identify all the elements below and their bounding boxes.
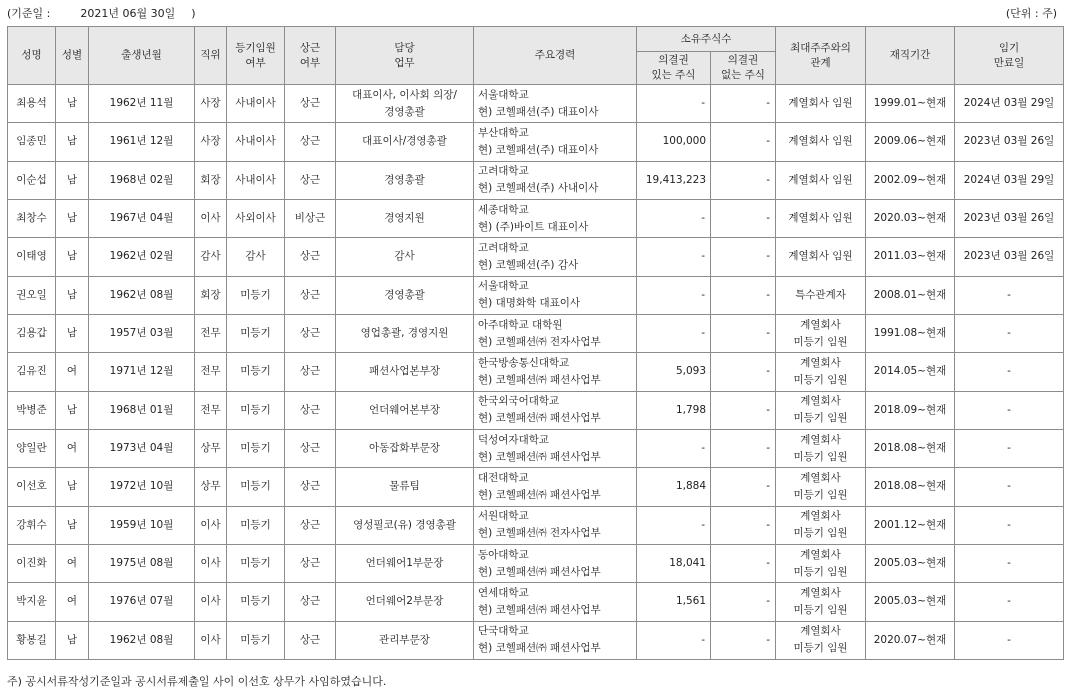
cell-gender: 남 <box>56 123 89 161</box>
cell-voting-shares: 1,798 <box>637 391 711 429</box>
cell-duty: 감사 <box>336 238 474 276</box>
cell-voting-shares: 19,413,223 <box>637 161 711 199</box>
col-header-gender: 성별 <box>56 27 89 85</box>
cell-fulltime: 상근 <box>285 238 336 276</box>
cell-fulltime: 상근 <box>285 123 336 161</box>
cell-tenure: 2005.03~현재 <box>866 544 955 582</box>
cell-gender: 남 <box>56 161 89 199</box>
cell-relation: 계열회사 임원 <box>776 123 866 161</box>
table-row <box>8 123 1064 161</box>
table-row <box>8 353 1064 391</box>
cell-name: 김용갑 <box>8 314 56 352</box>
cell-voting-shares: 1,561 <box>637 583 711 621</box>
footnote: 주) 공시서류작성기준일과 공시서류제출일 사이 이선호 상무가 사임하였습니다. <box>7 675 387 688</box>
cell-voting-shares: - <box>637 199 711 237</box>
col-header-tenure: 재직기간 <box>866 27 955 85</box>
cell-career: 한국외국어대학교 현) 코헬패션㈜ 패션사업부 <box>474 391 637 429</box>
cell-nonvoting-shares: - <box>711 353 776 391</box>
cell-position: 이사 <box>195 583 227 621</box>
cell-fulltime: 상근 <box>285 353 336 391</box>
cell-registered: 미등기 <box>227 468 285 506</box>
cell-nonvoting-shares: - <box>711 621 776 659</box>
table-row <box>8 276 1064 314</box>
cell-term: 2024년 03월 29일 <box>955 161 1064 199</box>
cell-tenure: 2008.01~현재 <box>866 276 955 314</box>
table-row <box>8 621 1064 659</box>
cell-gender: 여 <box>56 544 89 582</box>
cell-registered: 미등기 <box>227 276 285 314</box>
table-caption-line <box>0 2 1069 22</box>
cell-position: 이사 <box>195 621 227 659</box>
cell-fulltime: 상근 <box>285 161 336 199</box>
cell-nonvoting-shares: - <box>711 85 776 123</box>
cell-duty: 언더웨어2부문장 <box>336 583 474 621</box>
cell-birth: 1976년 07월 <box>89 583 195 621</box>
cell-birth: 1962년 02월 <box>89 238 195 276</box>
cell-relation: 계열회사 미등기 임원 <box>776 391 866 429</box>
table-row <box>8 429 1064 467</box>
cell-name: 이진화 <box>8 544 56 582</box>
cell-name: 박병준 <box>8 391 56 429</box>
cell-fulltime: 상근 <box>285 314 336 352</box>
cell-birth: 1972년 10월 <box>89 468 195 506</box>
col-header-name: 성명 <box>8 27 56 85</box>
cell-name: 황봉길 <box>8 621 56 659</box>
cell-position: 회장 <box>195 276 227 314</box>
cell-career: 서울대학교 현) 코헬패션(주) 대표이사 <box>474 85 637 123</box>
cell-gender: 남 <box>56 276 89 314</box>
cell-birth: 1962년 08월 <box>89 276 195 314</box>
cell-duty: 관리부문장 <box>336 621 474 659</box>
cell-career: 동아대학교 현) 코헬패션㈜ 패션사업부 <box>474 544 637 582</box>
cell-birth: 1962년 11월 <box>89 85 195 123</box>
cell-nonvoting-shares: - <box>711 583 776 621</box>
cell-duty: 물류팀 <box>336 468 474 506</box>
cell-voting-shares: - <box>637 506 711 544</box>
cell-name: 임종민 <box>8 123 56 161</box>
cell-duty: 언더웨어본부장 <box>336 391 474 429</box>
cell-registered: 미등기 <box>227 429 285 467</box>
cell-nonvoting-shares: - <box>711 238 776 276</box>
table-row <box>8 544 1064 582</box>
cell-name: 양일란 <box>8 429 56 467</box>
cell-career: 덕성여자대학교 현) 코헬패션㈜ 패션사업부 <box>474 429 637 467</box>
cell-registered: 미등기 <box>227 583 285 621</box>
cell-voting-shares: - <box>637 238 711 276</box>
cell-nonvoting-shares: - <box>711 276 776 314</box>
table-row <box>8 583 1064 621</box>
col-header-birth: 출생년월 <box>89 27 195 85</box>
cell-tenure: 2009.06~현재 <box>866 123 955 161</box>
cell-voting-shares: - <box>637 276 711 314</box>
executives-table <box>7 26 1064 660</box>
cell-nonvoting-shares: - <box>711 544 776 582</box>
cell-name: 이선호 <box>8 468 56 506</box>
cell-position: 사장 <box>195 85 227 123</box>
cell-nonvoting-shares: - <box>711 506 776 544</box>
cell-name: 강휘수 <box>8 506 56 544</box>
cell-birth: 1968년 01월 <box>89 391 195 429</box>
cell-tenure: 2011.03~현재 <box>866 238 955 276</box>
cell-position: 상무 <box>195 468 227 506</box>
col-header-registered: 등기임원 여부 <box>227 27 285 85</box>
cell-gender: 남 <box>56 621 89 659</box>
cell-position: 이사 <box>195 544 227 582</box>
cell-nonvoting-shares: - <box>711 199 776 237</box>
cell-fulltime: 상근 <box>285 429 336 467</box>
cell-tenure: 2005.03~현재 <box>866 583 955 621</box>
cell-voting-shares: 100,000 <box>637 123 711 161</box>
col-header-nonvoting: 의결권 없는 주식 <box>711 52 776 85</box>
cell-birth: 1968년 02월 <box>89 161 195 199</box>
cell-relation: 계열회사 미등기 임원 <box>776 583 866 621</box>
cell-relation: 계열회사 임원 <box>776 85 866 123</box>
cell-tenure: 1991.08~현재 <box>866 314 955 352</box>
cell-tenure: 2018.09~현재 <box>866 391 955 429</box>
cell-term: - <box>955 276 1064 314</box>
cell-term: 2023년 03월 26일 <box>955 123 1064 161</box>
cell-nonvoting-shares: - <box>711 161 776 199</box>
cell-relation: 계열회사 미등기 임원 <box>776 353 866 391</box>
cell-gender: 여 <box>56 583 89 621</box>
col-header-voting: 의결권 있는 주식 <box>637 52 711 85</box>
cell-relation: 계열회사 임원 <box>776 161 866 199</box>
cell-position: 전무 <box>195 314 227 352</box>
cell-fulltime: 상근 <box>285 506 336 544</box>
cell-nonvoting-shares: - <box>711 429 776 467</box>
cell-relation: 계열회사 미등기 임원 <box>776 621 866 659</box>
cell-registered: 미등기 <box>227 506 285 544</box>
cell-voting-shares: 1,884 <box>637 468 711 506</box>
cell-name: 최용석 <box>8 85 56 123</box>
cell-birth: 1967년 04월 <box>89 199 195 237</box>
cell-gender: 남 <box>56 85 89 123</box>
cell-tenure: 2018.08~현재 <box>866 468 955 506</box>
cell-fulltime: 상근 <box>285 583 336 621</box>
cell-nonvoting-shares: - <box>711 468 776 506</box>
cell-position: 전무 <box>195 391 227 429</box>
cell-term: - <box>955 391 1064 429</box>
table-row <box>8 468 1064 506</box>
cell-voting-shares: - <box>637 85 711 123</box>
cell-duty: 영성필코(유) 경영총괄 <box>336 506 474 544</box>
executives-table-container <box>7 26 1064 660</box>
cell-relation: 계열회사 임원 <box>776 238 866 276</box>
cell-relation: 계열회사 임원 <box>776 199 866 237</box>
cell-relation: 계열회사 미등기 임원 <box>776 468 866 506</box>
cell-position: 회장 <box>195 161 227 199</box>
cell-voting-shares: - <box>637 314 711 352</box>
cell-position: 상무 <box>195 429 227 467</box>
cell-term: - <box>955 468 1064 506</box>
cell-tenure: 2014.05~현재 <box>866 353 955 391</box>
cell-position: 이사 <box>195 199 227 237</box>
cell-duty: 패션사업본부장 <box>336 353 474 391</box>
cell-duty: 언더웨어1부문장 <box>336 544 474 582</box>
cell-term: - <box>955 429 1064 467</box>
cell-career: 고려대학교 현) 코헬패션(주) 감사 <box>474 238 637 276</box>
cell-nonvoting-shares: - <box>711 314 776 352</box>
cell-tenure: 1999.01~현재 <box>866 85 955 123</box>
cell-voting-shares: 18,041 <box>637 544 711 582</box>
cell-term: - <box>955 621 1064 659</box>
cell-gender: 남 <box>56 238 89 276</box>
col-header-shares: 소유주식수 <box>637 27 776 52</box>
cell-name: 김유진 <box>8 353 56 391</box>
cell-position: 이사 <box>195 506 227 544</box>
cell-birth: 1975년 08월 <box>89 544 195 582</box>
cell-position: 감사 <box>195 238 227 276</box>
cell-birth: 1961년 12월 <box>89 123 195 161</box>
cell-duty: 아동잡화부문장 <box>336 429 474 467</box>
cell-registered: 사내이사 <box>227 85 285 123</box>
cell-fulltime: 상근 <box>285 544 336 582</box>
cell-term: - <box>955 544 1064 582</box>
cell-tenure: 2020.03~현재 <box>866 199 955 237</box>
cell-duty: 대표이사/경영총괄 <box>336 123 474 161</box>
table-row <box>8 85 1064 123</box>
cell-nonvoting-shares: - <box>711 391 776 429</box>
cell-term: - <box>955 353 1064 391</box>
cell-voting-shares: - <box>637 621 711 659</box>
col-header-duty: 담당 업무 <box>336 27 474 85</box>
cell-gender: 남 <box>56 391 89 429</box>
cell-relation: 계열회사 미등기 임원 <box>776 506 866 544</box>
cell-birth: 1971년 12월 <box>89 353 195 391</box>
col-header-fulltime: 상근 여부 <box>285 27 336 85</box>
cell-gender: 남 <box>56 314 89 352</box>
cell-gender: 여 <box>56 429 89 467</box>
cell-term: 2023년 03월 26일 <box>955 238 1064 276</box>
cell-birth: 1959년 10월 <box>89 506 195 544</box>
cell-career: 대전대학교 현) 코헬패션㈜ 패션사업부 <box>474 468 637 506</box>
cell-career: 서원대학교 현) 코헬패션㈜ 전자사업부 <box>474 506 637 544</box>
table-row <box>8 199 1064 237</box>
cell-gender: 남 <box>56 506 89 544</box>
cell-duty: 영업총괄, 경영지원 <box>336 314 474 352</box>
cell-career: 세종대학교 현) (주)바이트 대표이사 <box>474 199 637 237</box>
col-header-career: 주요경력 <box>474 27 637 85</box>
cell-position: 사장 <box>195 123 227 161</box>
cell-birth: 1973년 04월 <box>89 429 195 467</box>
cell-duty: 대표이사, 이사회 의장/ 경영총괄 <box>336 85 474 123</box>
cell-fulltime: 상근 <box>285 621 336 659</box>
cell-registered: 사내이사 <box>227 123 285 161</box>
cell-gender: 남 <box>56 468 89 506</box>
cell-relation: 특수관계자 <box>776 276 866 314</box>
cell-name: 최창수 <box>8 199 56 237</box>
base-date-label: (기준일 : 2021년 06월 30일 ) <box>7 7 196 20</box>
cell-tenure: 2020.07~현재 <box>866 621 955 659</box>
table-row <box>8 506 1064 544</box>
cell-registered: 미등기 <box>227 314 285 352</box>
cell-fulltime: 상근 <box>285 468 336 506</box>
cell-relation: 계열회사 미등기 임원 <box>776 429 866 467</box>
cell-term: 2023년 03월 26일 <box>955 199 1064 237</box>
cell-registered: 미등기 <box>227 621 285 659</box>
cell-birth: 1962년 08월 <box>89 621 195 659</box>
cell-voting-shares: 5,093 <box>637 353 711 391</box>
table-row <box>8 238 1064 276</box>
cell-position: 전무 <box>195 353 227 391</box>
cell-tenure: 2002.09~현재 <box>866 161 955 199</box>
cell-name: 이순섭 <box>8 161 56 199</box>
table-row <box>8 314 1064 352</box>
cell-career: 고려대학교 현) 코헬패션(주) 사내이사 <box>474 161 637 199</box>
cell-gender: 여 <box>56 353 89 391</box>
cell-gender: 남 <box>56 199 89 237</box>
cell-term: 2024년 03월 29일 <box>955 85 1064 123</box>
table-row <box>8 391 1064 429</box>
cell-career: 아주대학교 대학원 현) 코헬패션㈜ 전자사업부 <box>474 314 637 352</box>
cell-duty: 경영총괄 <box>336 276 474 314</box>
cell-term: - <box>955 506 1064 544</box>
cell-career: 부산대학교 현) 코헬패션(주) 대표이사 <box>474 123 637 161</box>
cell-registered: 미등기 <box>227 353 285 391</box>
cell-registered: 미등기 <box>227 391 285 429</box>
cell-name: 박지윤 <box>8 583 56 621</box>
cell-relation: 계열회사 미등기 임원 <box>776 544 866 582</box>
cell-fulltime: 상근 <box>285 85 336 123</box>
unit-label: (단위 : 주) <box>1005 7 1057 20</box>
col-header-position: 직위 <box>195 27 227 85</box>
cell-nonvoting-shares: - <box>711 123 776 161</box>
cell-birth: 1957년 03월 <box>89 314 195 352</box>
cell-fulltime: 상근 <box>285 391 336 429</box>
cell-name: 이태영 <box>8 238 56 276</box>
cell-fulltime: 비상근 <box>285 199 336 237</box>
cell-voting-shares: - <box>637 429 711 467</box>
cell-career: 서울대학교 현) 대명화학 대표이사 <box>474 276 637 314</box>
col-header-relation: 최대주주와의 관계 <box>776 27 866 85</box>
cell-term: - <box>955 583 1064 621</box>
table-row <box>8 161 1064 199</box>
col-header-term: 임기 만료일 <box>955 27 1064 85</box>
cell-career: 단국대학교 현) 코헬패션㈜ 패션사업부 <box>474 621 637 659</box>
cell-term: - <box>955 314 1064 352</box>
cell-tenure: 2001.12~현재 <box>866 506 955 544</box>
cell-registered: 미등기 <box>227 544 285 582</box>
cell-registered: 사외이사 <box>227 199 285 237</box>
cell-duty: 경영총괄 <box>336 161 474 199</box>
cell-registered: 사내이사 <box>227 161 285 199</box>
cell-name: 권오일 <box>8 276 56 314</box>
cell-registered: 감사 <box>227 238 285 276</box>
cell-career: 연세대학교 현) 코헬패션㈜ 패션사업부 <box>474 583 637 621</box>
cell-fulltime: 상근 <box>285 276 336 314</box>
cell-duty: 경영지원 <box>336 199 474 237</box>
cell-tenure: 2018.08~현재 <box>866 429 955 467</box>
cell-career: 한국방송통신대학교 현) 코헬패션㈜ 패션사업부 <box>474 353 637 391</box>
cell-relation: 계열회사 미등기 임원 <box>776 314 866 352</box>
